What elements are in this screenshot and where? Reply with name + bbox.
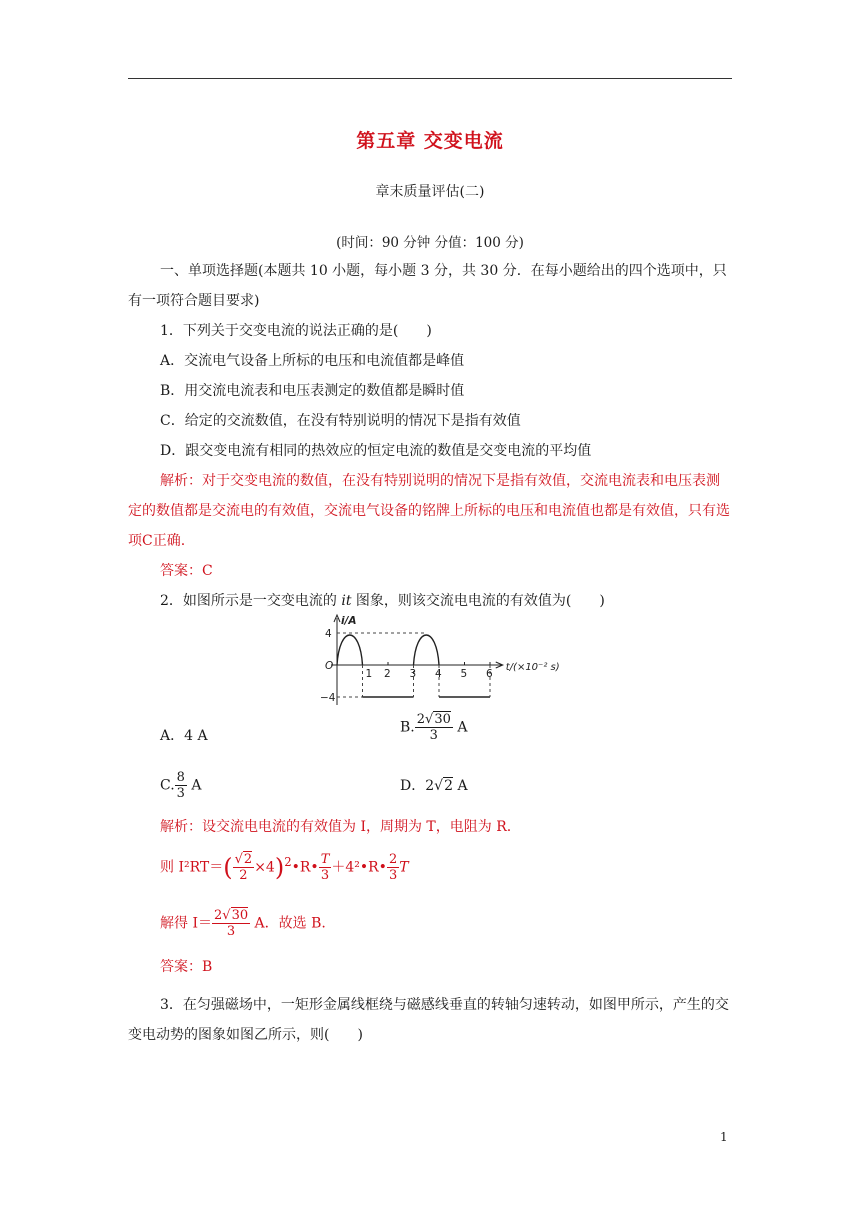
y-tick-label-1: 4	[325, 628, 332, 640]
x-axis-label: t/(×10⁻² s)	[505, 662, 560, 673]
y-tick-label-2: O	[325, 660, 334, 672]
series-half-sine-3	[414, 635, 440, 665]
q1-option-c: C．给定的交流数值，在没有特别说明的情况下是指有效值	[160, 413, 521, 429]
q1-option-d: D．跟交变电流有相同的热效应的恒定电流的数值是交变电流的平均值	[160, 443, 592, 459]
q2-answer: 答案：B	[160, 959, 213, 975]
q1-answer: 答案：C	[160, 563, 213, 579]
q1-option-b: B．用交流电流表和电压表测定的数值都是瞬时值	[160, 383, 465, 399]
exam-meta: (时间：90 分钟 分值：100 分)	[336, 235, 524, 251]
it-graph	[310, 612, 580, 708]
q1-analysis: 解析：对于交变电流的数值，在没有特别说明的情况下是指有效值，交流电流表和电压表测定的数值都是交流电的有效值，交流电气设备的铭牌上所标的电压和电流值也都是有效值，只有选项C正确.	[128, 473, 730, 549]
q2-equation: 则 I²RT＝( $\frac{√2}{2}$ ×4)$^2$•R• $\frac{T}{3}$ ＋4²•R• $\frac{2}{3}$ T	[160, 852, 409, 884]
page-number: 1	[720, 1130, 728, 1144]
chapter-title: 第五章 交变电流	[356, 130, 504, 152]
x-tick-label-3: 3	[409, 668, 417, 680]
q2-option-b: B. $\frac{2√30}{3}$ A	[400, 712, 468, 743]
q2-option-c: C. $\frac{8}{3}$ A	[160, 770, 202, 801]
y-tick-label-3: −4	[320, 692, 336, 704]
q2-option-d: D．2√2 A	[400, 778, 468, 794]
section-heading: 一、单项选择题(本题共 10 小题，每小题 3 分，共 30 分．在每小题给出的四个选项中，只有一项符合题目要求)	[128, 263, 727, 309]
x-tick-label-4: 4	[435, 668, 442, 680]
q2-option-a: A．4 A	[160, 728, 208, 744]
y-axis-label: i/A	[341, 615, 357, 627]
q3-stem: 3．在匀强磁场中，一矩形金属线框绕与磁感线垂直的转轴匀速转动，如图甲所示，产生的交变电动势的图象如图乙所示，则( )	[128, 997, 729, 1043]
x-tick-label-6: 6	[486, 668, 493, 680]
q2-solution: 解得 I＝ $\frac{2√30}{3}$ A．故选 B.	[160, 908, 326, 939]
q2-stem: 2．如图所示是一交变电流的 it 图象，则该交流电电流的有效值为( )	[160, 593, 605, 609]
q1-stem: 1．下列关于交变电流的说法正确的是( )	[160, 323, 432, 339]
x-tick-label-2: 2	[384, 668, 391, 680]
q2-analysis: 解析：设交流电电流的有效值为 I，周期为 T，电阻为 R.	[160, 819, 512, 835]
x-tick-label-1: 1	[365, 668, 373, 680]
doc-subtitle: 章末质量评估(二)	[375, 184, 485, 200]
series-half-sine-1	[337, 635, 363, 665]
q1-option-a: A．交流电气设备上所标的电压和电流值都是峰值	[160, 353, 465, 369]
header-rule	[128, 78, 732, 79]
x-tick-label-5: 5	[460, 668, 468, 680]
